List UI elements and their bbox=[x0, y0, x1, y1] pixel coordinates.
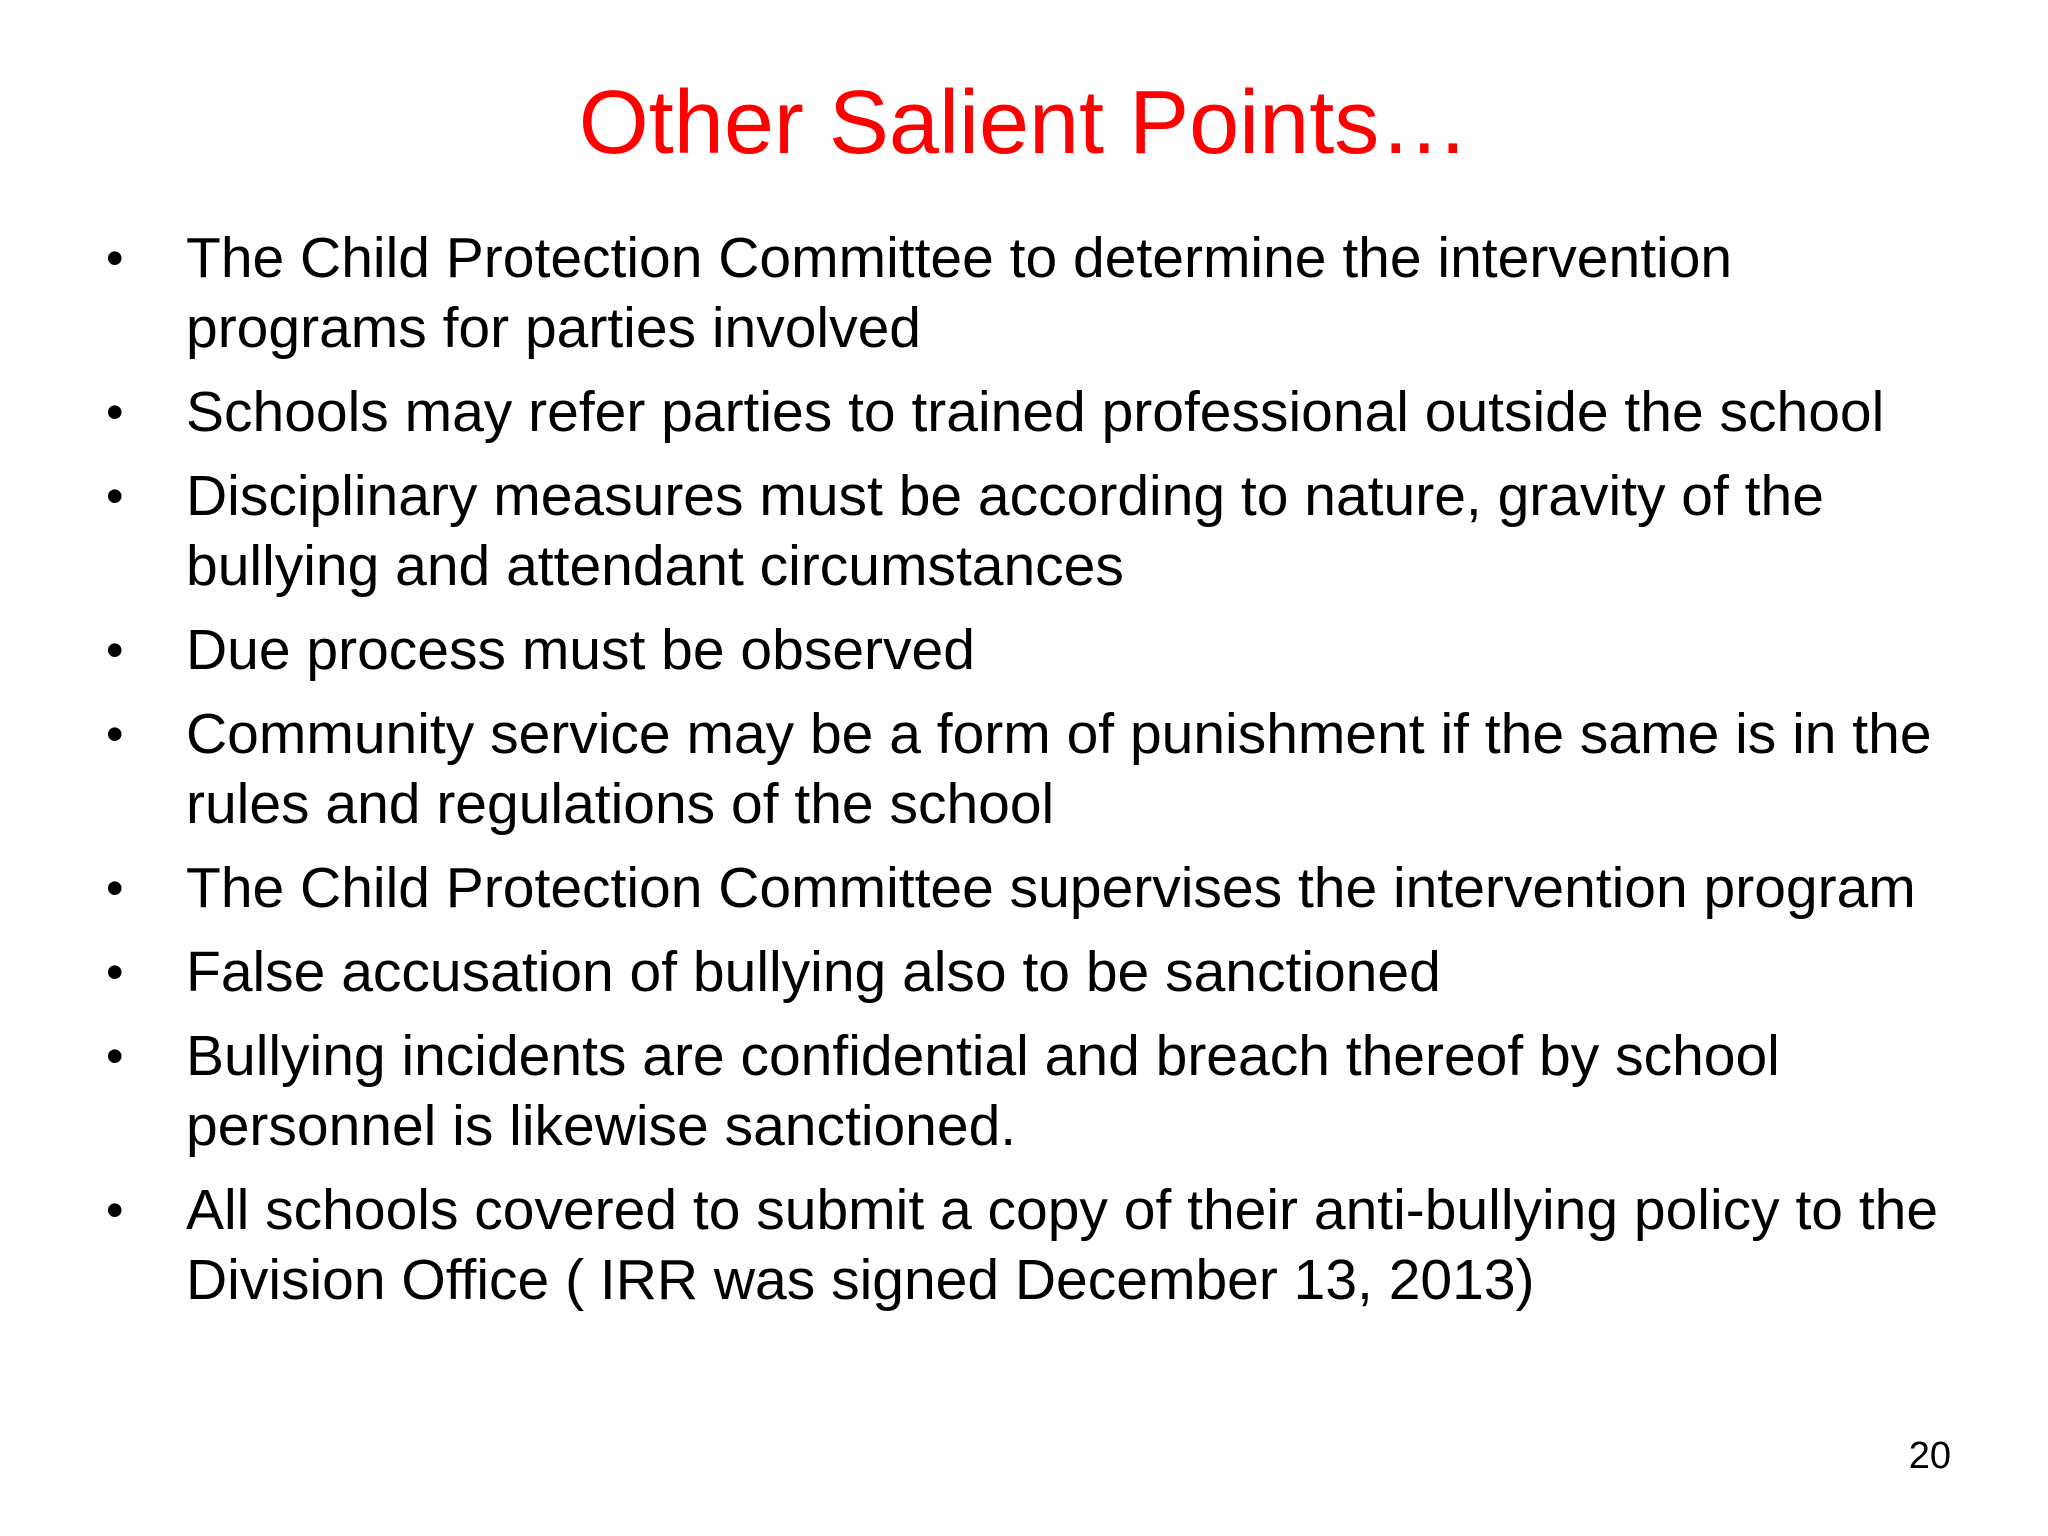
bullet-icon: • bbox=[106, 622, 124, 678]
bullet-item-3 bbox=[0, 461, 2048, 601]
bullet-icon: • bbox=[106, 230, 124, 286]
bullet-item-7 bbox=[0, 937, 2048, 1007]
bullet-item-5 bbox=[0, 699, 2048, 839]
bullet-text: False accusation of bullying also to be sanctioned bbox=[186, 940, 1441, 1004]
bullet-item-2 bbox=[0, 377, 2048, 447]
bullet-icon: • bbox=[106, 944, 124, 1000]
bullet-text: The Child Protection Committee to determine the intervention programs for parties involved bbox=[186, 226, 1733, 360]
bullet-icon: • bbox=[106, 706, 124, 762]
bullet-text: Community service may be a form of punishment if the same is in the rules and regulations of the school bbox=[186, 702, 1932, 836]
bullet-list bbox=[0, 223, 2048, 1329]
bullet-text: Schools may refer parties to trained professional outside the school bbox=[186, 380, 1885, 444]
bullet-text: All schools covered to submit a copy of their anti-bullying policy to the Division Office ( IRR was signed December 13, 2013) bbox=[186, 1178, 1939, 1312]
bullet-item-4 bbox=[0, 615, 2048, 685]
bullet-icon: • bbox=[106, 468, 124, 524]
bullet-icon: • bbox=[106, 384, 124, 440]
bullet-text: Due process must be observed bbox=[186, 618, 975, 682]
page-number: 20 bbox=[1908, 1435, 1951, 1477]
bullet-text: Disciplinary measures must be according to nature, gravity of the bullying and attendant circumstances bbox=[186, 464, 1824, 598]
bullet-item-1 bbox=[0, 223, 2048, 363]
bullet-text: Bullying incidents are confidential and breach thereof by school personnel is likewise sanctioned. bbox=[186, 1024, 1780, 1158]
bullet-item-8 bbox=[0, 1021, 2048, 1161]
bullet-item-6 bbox=[0, 853, 2048, 923]
bullet-icon: • bbox=[106, 860, 124, 916]
slide-title: Other Salient Points… bbox=[578, 73, 1470, 173]
bullet-icon: • bbox=[106, 1182, 124, 1238]
bullet-item-9 bbox=[0, 1175, 2048, 1315]
bullet-text: The Child Protection Committee supervises the intervention program bbox=[186, 856, 1916, 920]
bullet-icon: • bbox=[106, 1028, 124, 1084]
